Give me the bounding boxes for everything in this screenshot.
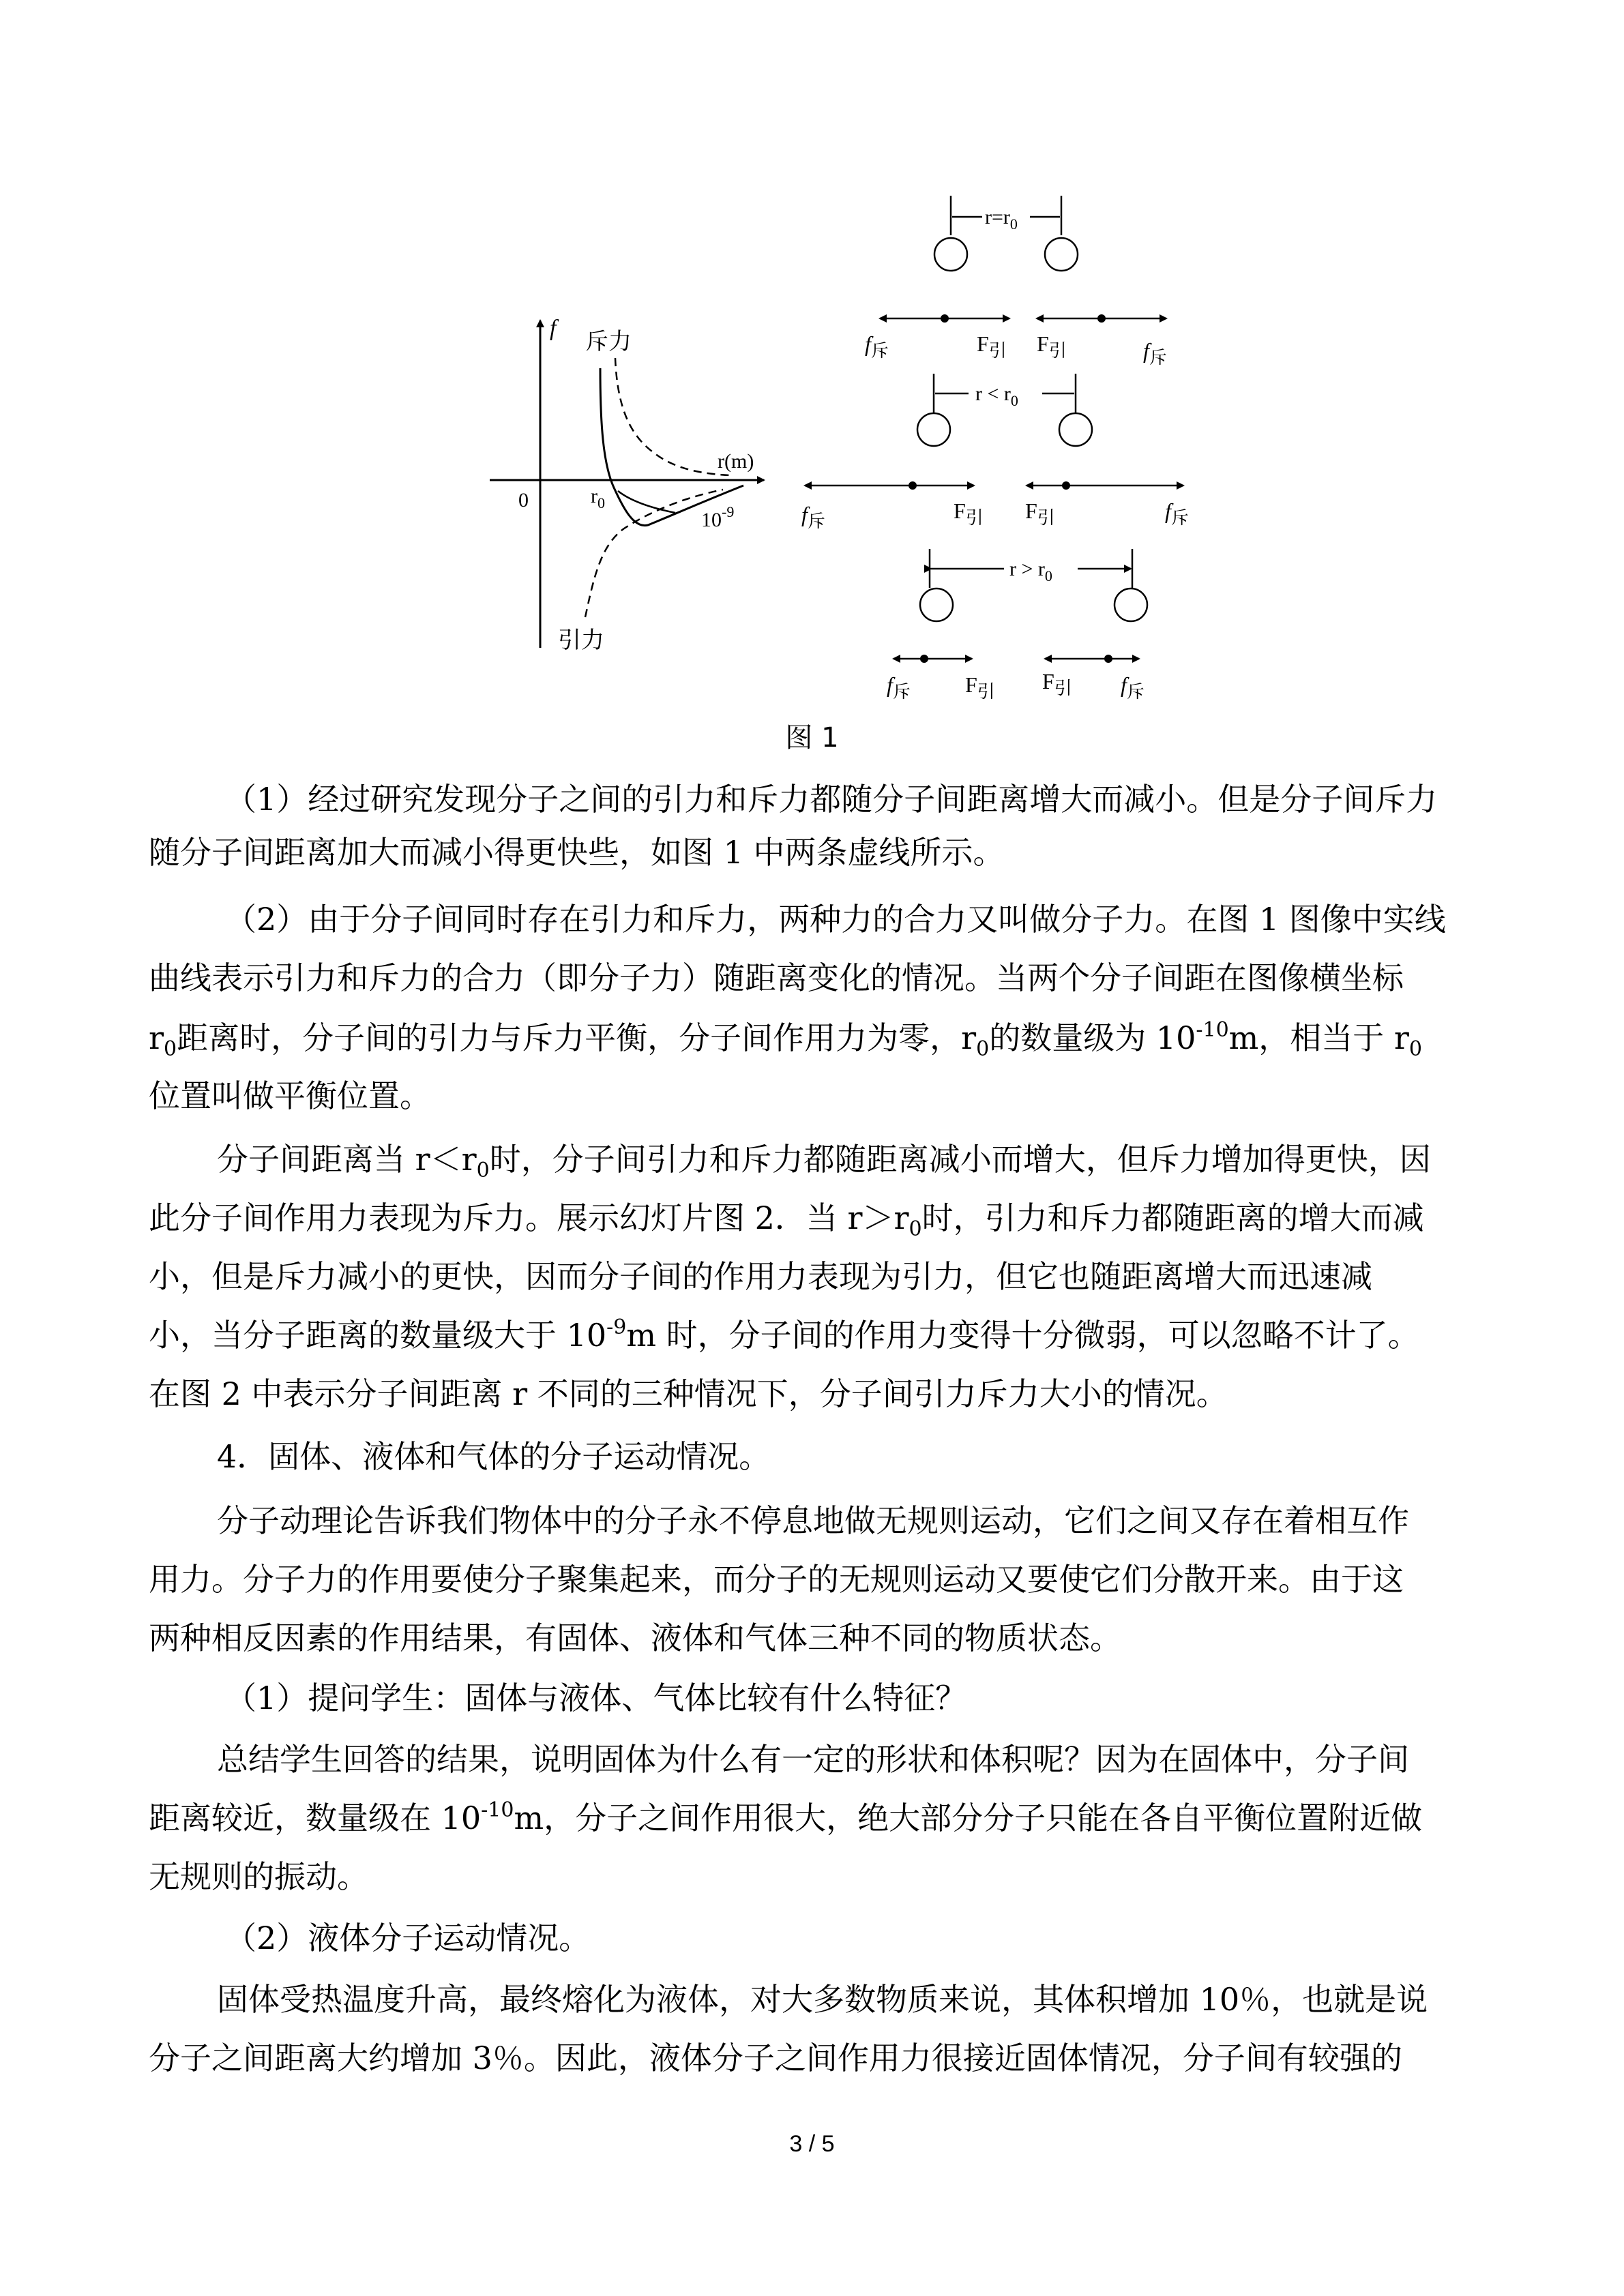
molecule bbox=[1045, 238, 1078, 271]
paragraph-line: 无规则的振动。 bbox=[149, 1858, 368, 1895]
paragraph-line: 用力。分子力的作用要使分子聚集起来，而分子的无规则运动又要使它们分散开来。由于这 bbox=[149, 1561, 1404, 1598]
paragraph-line: 随分子间距离加大而减小得更快些，如图 1 中两条虚线所示。 bbox=[149, 834, 1005, 871]
f-rep-label: $f_斥$ bbox=[1165, 498, 1189, 528]
molecule bbox=[1059, 413, 1092, 446]
y-axis-label: f bbox=[550, 316, 557, 341]
f-rep-label: $f_斥$ bbox=[1143, 338, 1167, 368]
case-less-label: $r < r_0$ bbox=[975, 383, 1018, 409]
paragraph-line: 固体受热温度升高，最终熔化为液体，对大多数物质来说，其体积增加 10％，也就是说 bbox=[217, 1981, 1428, 2018]
paragraph-line: 总结学生回答的结果，说明固体为什么有一定的形状和体积呢？因为在固体中，分子间 bbox=[217, 1741, 1409, 1778]
molecule bbox=[934, 238, 967, 271]
resultant-force-curve bbox=[600, 368, 743, 526]
repulsion-label: 斥力 bbox=[585, 329, 632, 355]
paragraph-line: 在图 2 中表示分子间距离 r 不同的三种情况下，分子间引力斥力大小的情况。 bbox=[149, 1375, 1228, 1412]
F-att-label: $F_引$ bbox=[1037, 331, 1067, 361]
f-rep-label: $f_斥$ bbox=[887, 672, 911, 702]
figure-caption: 图 1 bbox=[785, 722, 839, 754]
force-distance-graph bbox=[490, 316, 764, 653]
paragraph-line: 分子间距离当 $r<r_0$时，分子间引力和斥力都随距离减小而增大，但斥力增加得更快，因 bbox=[217, 1141, 1431, 1182]
tick-1e-9-label: $10^{-9}$ bbox=[701, 503, 735, 531]
paragraph-line: 曲线表示引力和斥力的合力（即分子力）随距离变化的情况。当两个分子间距在图像横坐标 bbox=[149, 959, 1404, 996]
paragraph-line: （1）经过研究发现分子之间的引力和斥力都随分子间距离增大而减小。但是分子间斥力 bbox=[225, 781, 1438, 818]
f-rep-label: $f_斥$ bbox=[865, 331, 889, 361]
paragraph-line: 此分子间作用力表现为斥力。展示幻灯片图 2．当 $r>r_0$时，引力和斥力都随距离的增大而减 bbox=[149, 1199, 1424, 1241]
paragraph-line: 分子动理论告诉我们物体中的分子永不停息地做无规则运动，它们之间又存在着相互作 bbox=[217, 1502, 1409, 1539]
paragraph-line: （1）提问学生：固体与液体、气体比较有什么特征？ bbox=[225, 1680, 967, 1716]
figure-1 bbox=[0, 0, 1624, 750]
molecule bbox=[917, 413, 950, 446]
case-less bbox=[801, 374, 1189, 532]
paragraph-line: $r_0$距离时，分子间的引力与斥力平衡，分子间作用力为零，$r_0$的数量级为 $10^{-10}m$，相当于 $r_0$ bbox=[149, 1018, 1422, 1061]
F-att-label: $F_引$ bbox=[965, 672, 995, 702]
paragraph-line: 两种相反因素的作用结果，有固体、液体和气体三种不同的物质状态。 bbox=[149, 1620, 1121, 1656]
r0-label: $r_0$ bbox=[591, 485, 605, 511]
x-axis-label: r(m) bbox=[718, 450, 754, 473]
resultant-force-curve-branch bbox=[618, 491, 675, 513]
paragraph-line: （2）由于分子间同时存在引力和斥力，两种力的合力又叫做分子力。在图 1 图像中实线 bbox=[225, 901, 1446, 938]
origin-label: 0 bbox=[518, 489, 529, 511]
F-att-label: $F_引$ bbox=[1025, 498, 1055, 528]
paragraph-line: 小，当分子距离的数量级大于 $10^{-9}m$ 时，分子间的作用力变得十分微弱，可以忽略不计了。 bbox=[149, 1315, 1419, 1354]
attraction-label: 引力 bbox=[558, 628, 604, 653]
f-rep-label: $f_斥$ bbox=[801, 502, 825, 532]
molecule bbox=[1114, 588, 1147, 621]
case-greater-label: $r > r_0$ bbox=[1009, 558, 1052, 584]
F-att-label: $F_引$ bbox=[977, 331, 1007, 361]
molecule bbox=[920, 588, 953, 621]
section-heading: 4．固体、液体和气体的分子运动情况。 bbox=[217, 1438, 771, 1475]
paragraph-line: 小，但是斥力减小的更快，因而分子间的作用力表现为引力，但它也随距离增大而迅速减 bbox=[149, 1258, 1372, 1295]
repulsion-curve bbox=[615, 358, 730, 475]
F-att-label: $F_引$ bbox=[954, 498, 984, 528]
page-number: 3 / 5 bbox=[789, 2131, 835, 2157]
case-equal-label: $r=r_0$ bbox=[985, 206, 1018, 233]
paragraph-line: 分子之间距离大约增加 3％。因此，液体分子之间作用力很接近固体情况，分子间有较强的 bbox=[149, 2040, 1402, 2076]
paragraph-line: 位置叫做平衡位置。 bbox=[149, 1077, 431, 1114]
case-equal bbox=[865, 196, 1167, 368]
paragraph-line: 距离较近，数量级在 $10^{-10}m$，分子之间作用很大，绝大部分分子只能在各自平衡位置附近做 bbox=[149, 1798, 1423, 1836]
paragraph-line: （2）液体分子运动情况。 bbox=[225, 1920, 591, 1956]
f-rep-label: $f_斥$ bbox=[1121, 672, 1145, 702]
case-greater bbox=[887, 549, 1147, 702]
F-att-label: $F_引$ bbox=[1042, 669, 1072, 699]
